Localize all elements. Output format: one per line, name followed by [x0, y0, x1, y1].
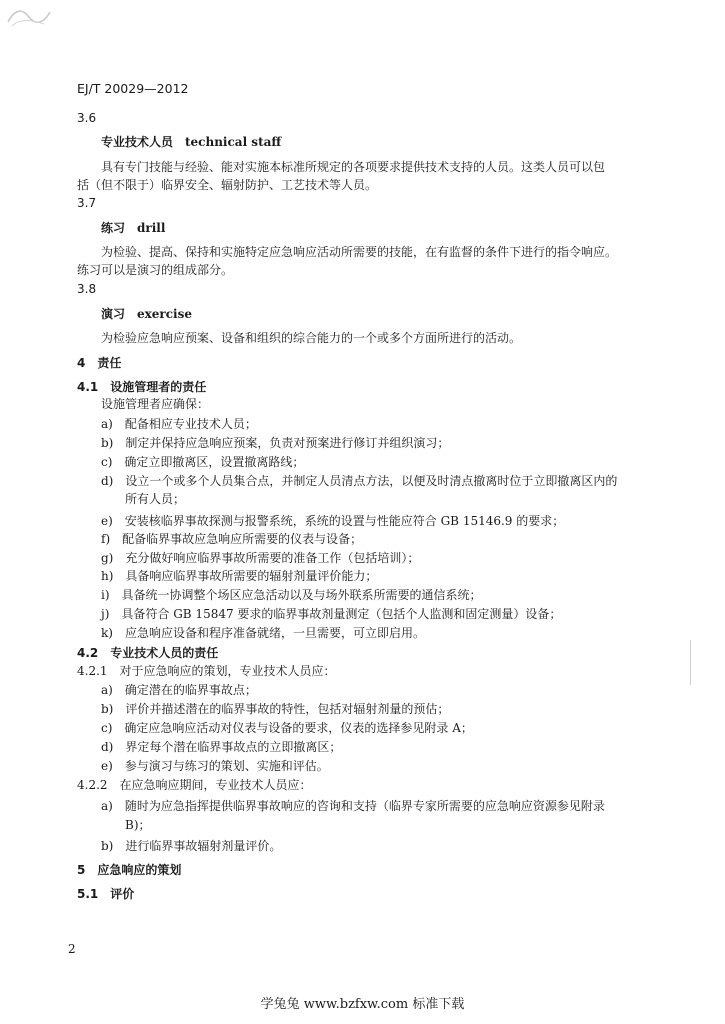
definition-line: 括（但不限于）临界安全、辐射防护、工艺技术等人员。	[77, 178, 378, 192]
paragraph: 4.2.1 对于应急响应的策划，专业技术人员应：	[77, 664, 336, 678]
list-item: k) 应急响应设备和程序准备就绪，一旦需要，可立即启用。	[101, 626, 425, 640]
list-item: c) 确定应急响应活动对仪表与设备的要求，仪表的选择参见附录 A；	[101, 721, 473, 735]
list-item: a) 随时为应急指挥提供临界事故响应的咨询和支持（临界专家所需要的应急响应资源参见附录	[101, 799, 605, 813]
page-number: 2	[68, 942, 76, 956]
list-item: d) 设立一个或多个人员集合点，并制定人员清点方法，以便及时清点撤离时位于立即撤离区内的	[101, 474, 618, 488]
definition-line: 为检验、提高、保持和实施特定应急响应活动所需要的技能，在有监督的条件下进行的指令响应。	[101, 245, 618, 259]
heading: 5 应急响应的策划	[77, 863, 182, 877]
subheading: 5.1 评价	[77, 887, 135, 901]
paragraph: 4.2.2 在应急响应期间，专业技术人员应：	[77, 778, 312, 792]
logo-mark	[4, 4, 56, 30]
footer-watermark: 学兔兔 www.bzfxw.com 标准下载	[260, 997, 465, 1012]
subheading: 4.2 专业技术人员的责任	[77, 646, 219, 660]
section-number: 3.8	[77, 282, 97, 296]
term-title: 演习 exercise	[101, 307, 193, 321]
definition-line: 为检验应急响应预案、设备和组织的综合能力的一个或多个方面所进行的活动。	[101, 331, 522, 345]
list-item: a) 确定潜在的临界事故点；	[101, 683, 257, 697]
doc-id-header: EJ/T 20029—2012	[77, 81, 189, 96]
heading: 4 责任	[77, 356, 122, 370]
list-item: g) 充分做好响应临界事故所需要的准备工作（包括培训）；	[101, 551, 420, 565]
list-item: h) 具备响应临界事故所需要的辐射剂量评价能力；	[101, 569, 378, 583]
list-item: f) 配备临界事故应急响应所需要的仪表与设备；	[101, 532, 363, 546]
list-item: b) 制定并保持应急响应预案，负责对预案进行修订并组织演习；	[101, 436, 450, 450]
list-item: i) 具备统一协调整个场区应急活动以及与场外联系所需要的通信系统；	[101, 588, 482, 602]
list-item: b) 评价并描述潜在的临界事故的特性，包括对辐射剂量的预估；	[101, 702, 450, 716]
list-item: 所有人员；	[125, 492, 186, 506]
list-item: j) 具备符合 GB 15847 要求的临界事故剂量测定（包括个人监测和固定测量）设备；	[101, 607, 562, 621]
section-number: 3.7	[77, 196, 97, 210]
list-item: B)；	[125, 818, 151, 832]
list-item: d) 界定每个潜在临界事故点的立即撤离区；	[101, 740, 342, 754]
list-item: e) 安装核临界事故探测与报警系统，系统的设置与性能应符合 GB 15146.9 的要求；	[101, 514, 565, 528]
list-item: b) 进行临界事故辐射剂量评价。	[101, 839, 282, 853]
list-item: a) 配备相应专业技术人员；	[101, 417, 257, 431]
paragraph: 设施管理者应确保：	[101, 397, 210, 411]
definition-line: 练习可以是演习的组成部分。	[77, 263, 234, 277]
list-item: e) 参与演习与练习的策划、实施和评估。	[101, 759, 329, 773]
subheading: 4.1 设施管理者的责任	[77, 380, 207, 394]
list-item: c) 确定立即撤离区，设置撤离路线；	[101, 455, 305, 469]
term-title: 练习 drill	[101, 221, 166, 235]
scan-margin-line	[690, 640, 691, 685]
definition-line: 具有专门技能与经验、能对实施本标准所规定的各项要求提供技术支持的人员。这类人员可以包	[101, 160, 606, 174]
term-title: 专业技术人员 technical staff	[101, 135, 282, 149]
section-number: 3.6	[77, 111, 97, 125]
